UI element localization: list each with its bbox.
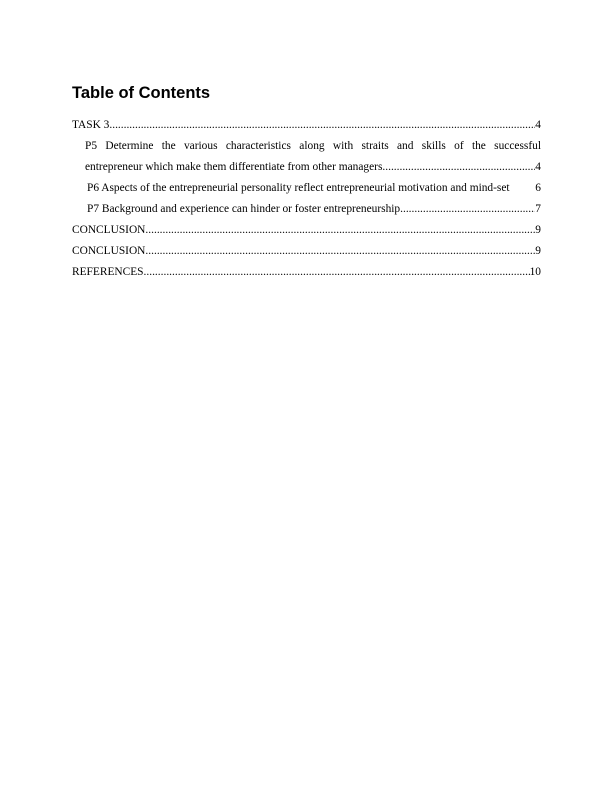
toc-leader-dots — [109, 117, 535, 133]
toc-entry-label: TASK 3 — [72, 119, 110, 131]
toc-entry-p5-line1[interactable] — [72, 138, 541, 159]
toc-entry-label: CONCLUSION — [72, 245, 146, 257]
toc-entry-page: 7 — [535, 203, 541, 215]
toc-list — [72, 117, 541, 285]
toc-leader-dots — [145, 222, 535, 238]
toc-leader-dots — [385, 159, 535, 175]
toc-entry-references[interactable] — [72, 264, 541, 285]
toc-leader-dots — [400, 201, 535, 217]
toc-entry-label: REFERENCES — [72, 266, 144, 278]
toc-leader-dots — [145, 243, 535, 259]
toc-entry-label: entrepreneur which make them differentiate from other managers. — [85, 161, 386, 173]
toc-entry-label: CONCLUSION — [72, 224, 146, 236]
toc-entry-page: 9 — [535, 245, 541, 257]
toc-entry-task3[interactable] — [72, 117, 541, 138]
toc-entry-conclusion-2[interactable] — [72, 243, 541, 264]
toc-entry-page: 4 — [535, 119, 541, 131]
toc-entry-label: P5 Determine the various characteristics along with straits and skills of the successful — [85, 140, 541, 152]
toc-entry-page: 4 — [535, 161, 541, 173]
toc-entry-page: 9 — [535, 224, 541, 236]
toc-title: Table of Contents — [72, 84, 211, 102]
toc-entry-page: 6 — [535, 182, 541, 194]
toc-entry-page: 10 — [529, 266, 541, 278]
toc-entry-label: P6 Aspects of the entrepreneurial personality reflect entrepreneurial motivation and mind-set — [87, 182, 510, 194]
toc-leader-dots — [144, 264, 530, 280]
toc-entry-p7[interactable] — [72, 201, 541, 222]
toc-entry-p6[interactable] — [72, 180, 541, 201]
toc-entry-p5-line2[interactable] — [72, 159, 541, 180]
toc-entry-conclusion[interactable] — [72, 222, 541, 243]
toc-entry-label: P7 Background and experience can hinder or foster entrepreneurship — [87, 203, 401, 215]
